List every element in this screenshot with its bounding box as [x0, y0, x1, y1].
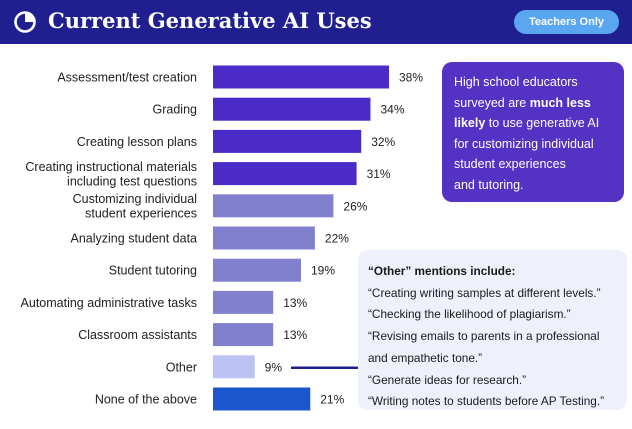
callout-text: and tutoring. — [454, 177, 524, 192]
callout-line — [454, 113, 616, 134]
other-mentions-heading: “Other” mentions include: — [368, 264, 516, 278]
value-label: 13% — [283, 328, 308, 343]
bar — [213, 388, 310, 411]
category-label: Creating lesson plans — [76, 134, 197, 149]
bar — [213, 323, 273, 346]
callout-text: student experiences — [454, 157, 566, 171]
callout-line — [454, 72, 616, 93]
value-label: 34% — [380, 102, 405, 117]
value-label: 26% — [343, 199, 368, 214]
callout-text: surveyed are — [454, 95, 530, 110]
bar — [213, 194, 333, 217]
high-school-callout — [442, 62, 624, 202]
callout-text: to use generative AI — [485, 116, 600, 130]
bar — [213, 355, 255, 378]
bar — [213, 98, 370, 121]
category-label: Assessment/test creation — [57, 70, 197, 85]
value-label: 31% — [366, 167, 391, 182]
bar — [213, 66, 389, 89]
category-label: Automating administrative tasks — [20, 295, 197, 310]
category-label: Student tutoring — [108, 263, 197, 278]
other-mention-line: and empathetic tone.” — [368, 350, 483, 365]
callout-line — [454, 154, 616, 175]
other-mention-line: “Creating writing samples at different levels.” — [368, 285, 601, 300]
category-label: None of the above — [94, 392, 197, 407]
other-mention-line: “Checking the likelihood of plagiarism.” — [368, 307, 571, 322]
pie-chart-icon — [13, 10, 37, 34]
value-label: 19% — [311, 263, 336, 278]
category-label: Customizing individual — [72, 192, 197, 207]
value-label: 32% — [371, 134, 396, 149]
bar — [213, 227, 315, 250]
other-mention-line: “Writing notes to students before AP Testing.” — [368, 394, 605, 409]
other-mention-line: “Generate ideas for research.” — [368, 372, 527, 387]
category-label: Classroom assistants — [78, 328, 197, 343]
callout-line — [454, 134, 616, 155]
category-label: student experiences — [85, 206, 197, 221]
teachers-only-badge[interactable]: Teachers Only — [514, 10, 619, 34]
bar — [213, 162, 357, 185]
bar — [213, 291, 273, 314]
callout-emphasis: much less — [529, 95, 591, 110]
callout-line — [454, 93, 616, 114]
category-label: including test questions — [67, 174, 197, 189]
callout-text: High school educators — [454, 75, 578, 89]
value-label: 21% — [320, 392, 345, 407]
category-label: Other — [165, 360, 197, 375]
other-mention-line: “Revising emails to parents in a professional — [368, 329, 600, 344]
category-label: Creating instructional materials — [25, 159, 197, 174]
other-mentions-callout — [358, 250, 627, 410]
bar — [213, 259, 301, 282]
category-label: Analyzing student data — [70, 231, 197, 246]
callout-text: for customizing individual — [454, 136, 594, 151]
category-label: Grading — [152, 102, 197, 117]
callout-line — [454, 175, 616, 196]
bar — [213, 130, 361, 153]
value-label: 9% — [264, 360, 283, 375]
callout-emphasis: likely — [454, 116, 486, 130]
page-title: Current Generative AI Uses — [48, 8, 372, 33]
value-label: 22% — [324, 231, 349, 246]
header-bar — [0, 0, 632, 44]
value-label: 13% — [283, 295, 308, 310]
value-label: 38% — [399, 70, 424, 85]
